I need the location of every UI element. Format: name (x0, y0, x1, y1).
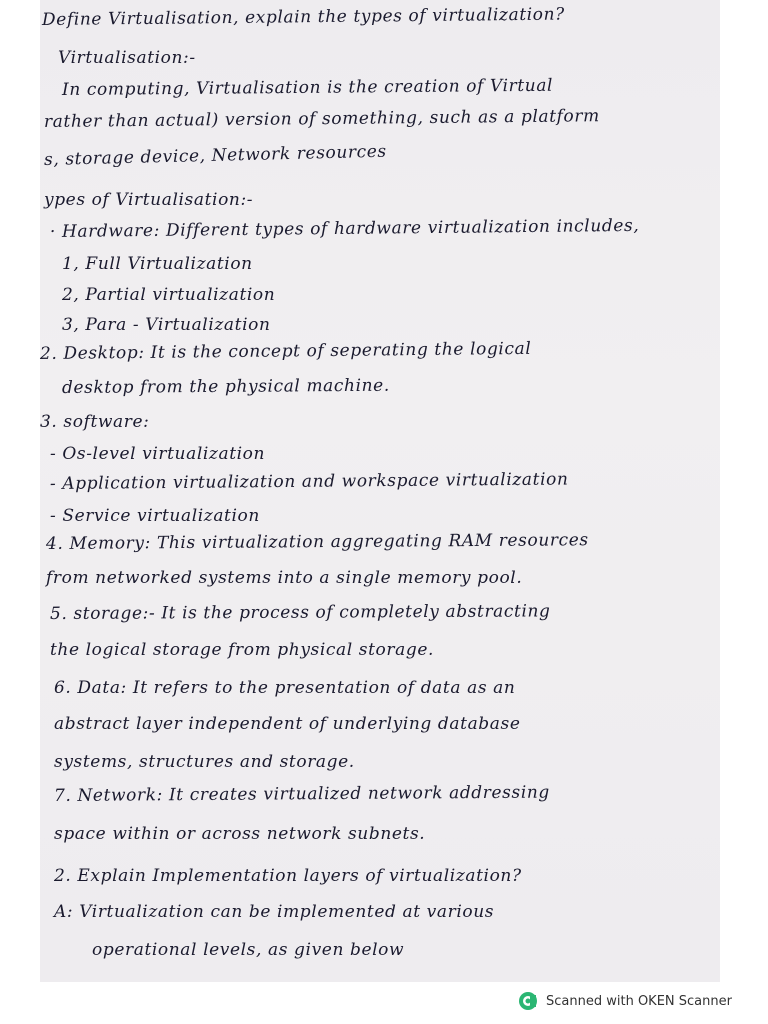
question-title: 2. Explain Implementation layers of virtualization? (54, 866, 522, 886)
scanner-label: Scanned with OKEN Scanner (546, 993, 732, 1009)
list-item: · Hardware: Different types of hardware virtualization includes, (49, 215, 640, 242)
answer-line: A: Virtualization can be implemented at various (54, 902, 495, 922)
list-item: 6. Data: It refers to the presentation of data as an (54, 678, 516, 698)
list-item: 3. software: (40, 412, 150, 432)
text-line: In computing, Virtualisation is the creation of Virtual (61, 75, 554, 100)
list-item: 7. Network: It creates virtualized network addressing (53, 782, 550, 806)
text-line: desktop from the physical machine. (61, 375, 390, 398)
list-item: 1, Full Virtualization (62, 254, 253, 274)
text-line: the logical storage from physical storage. (50, 640, 435, 660)
answer-line: operational levels, as given below (92, 940, 405, 960)
notebook-paper (40, 0, 720, 982)
list-item: 5. storage:- It is the process of completely abstracting (49, 601, 551, 624)
list-item: - Os-level virtualization (50, 444, 266, 464)
text-line: abstract layer independent of underlying database (54, 714, 521, 734)
list-item: 3, Para - Virtualization (62, 315, 271, 335)
text-line: rather than actual) version of something, such as a platform (43, 106, 600, 132)
oken-scanner-logo-icon (518, 991, 538, 1011)
list-item: 2. Desktop: It is the concept of seperating the logical (39, 338, 532, 364)
text-line: s, storage device, Network resources (43, 141, 387, 170)
list-item: 4. Memory: This virtualization aggregating RAM resources (45, 530, 589, 554)
text-line: space within or across network subnets. (54, 824, 426, 844)
text-line: systems, structures and storage. (54, 752, 355, 772)
list-item: - Service virtualization (50, 506, 260, 526)
scanner-watermark (518, 990, 732, 1012)
question-title: Define Virtualisation, explain the types of virtualization? (41, 4, 565, 30)
list-item: - Application virtualization and workspace virtualization (49, 469, 569, 494)
text-line: from networked systems into a single memory pool. (46, 568, 523, 588)
section-heading: ypes of Virtualisation:- (44, 190, 254, 210)
section-heading: Virtualisation:- (58, 48, 196, 68)
list-item: 2, Partial virtualization (62, 285, 276, 305)
